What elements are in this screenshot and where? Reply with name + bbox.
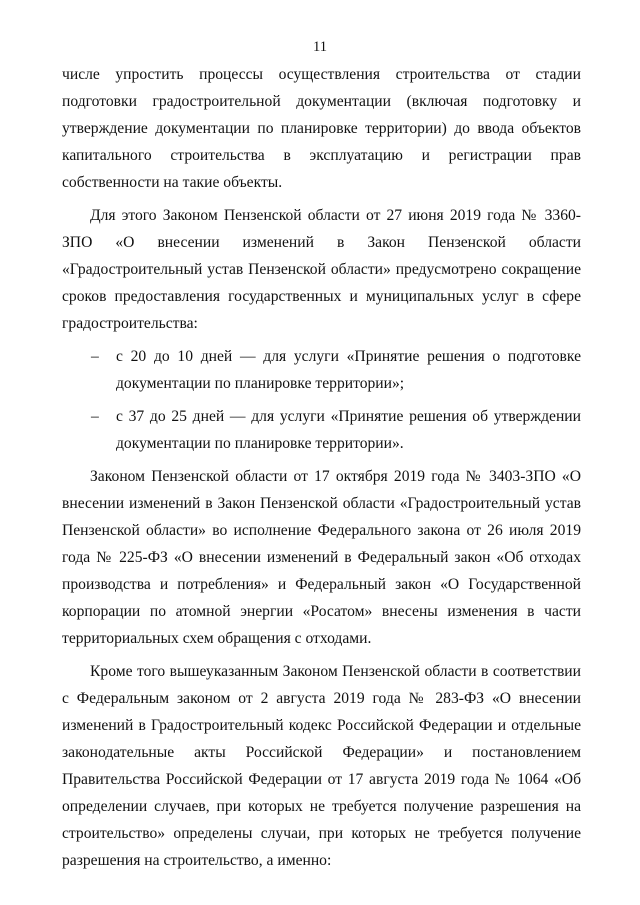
- paragraph-zakon-3360: Для этого Законом Пензенской области от 27 июня 2019 года № 3360-ЗПО «О внесении изменений в Закон Пензенской области «Градостроительный устав Пензенской области» предусмотрено сокращение сроков предоставления государственных и муниципальных услуг в сфере градостроительства:: [62, 207, 581, 332]
- list-marker: –: [91, 408, 99, 425]
- page-number: 11: [313, 39, 327, 55]
- reduction-list: [62, 343, 581, 457]
- list-item: [62, 403, 581, 457]
- list-item-text: с 20 до 10 дней — для услуги «Принятие решения о подготовке документации по планировке территории»;: [116, 348, 581, 392]
- list-marker: –: [91, 348, 99, 365]
- paragraph-continuation: числе упростить процессы осуществления строительства от стадии подготовки градостроительной документации (включая подготовку и утверждение документации по планировке территории) до ввода объектов капитального строительства в эксплуатацию и регистрации прав собственности на такие объекты.: [62, 66, 581, 191]
- list-item: [62, 343, 581, 397]
- paragraph-283-fz: Кроме того вышеуказанным Законом Пензенской области в соответствии с Федеральным законом от 2 августа 2019 года № 283-ФЗ «О внесении изменений в Градостроительный кодекс Российской Федерации и отдельные законодательные акты Российской Федерации» и постановлением Правительства Российской Федерации от 17 августа 2019 года № 1064 «Об определении случаев, при которых не требуется получение разрешения на строительство» определены случаи, при которых не требуется получение разрешения на строительство, а именно:: [62, 663, 581, 869]
- document-body: [62, 61, 581, 874]
- paragraph-zakon-3403: Законом Пензенской области от 17 октября 2019 года № 3403-ЗПО «О внесении изменений в Закон Пензенской области «Градостроительный устав Пензенской области» во исполнение Федерального закона от 26 июля 2019 года № 225-ФЗ «О внесении изменений в Федеральный закон «Об отходах производства и потребления» и Федеральный закон «О Государственной корпорации по атомной энергии «Росатом» внесены изменения в части территориальных схем обращения с отходами.: [62, 468, 581, 647]
- list-item-text: с 37 до 25 дней — для услуги «Принятие решения об утверждении документации по планировке территории».: [116, 408, 581, 452]
